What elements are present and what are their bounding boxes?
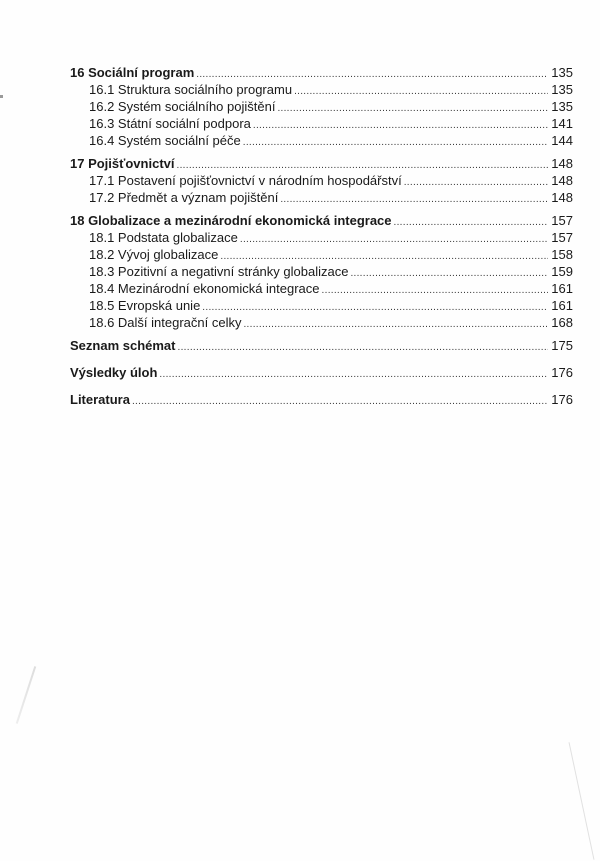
toc-leader-dots — [243, 316, 548, 333]
toc-section-16-2[interactable] — [70, 98, 573, 115]
toc-entry-title: 18.3 Pozitivní a negativní stránky globalizace — [89, 264, 349, 279]
scan-edge-line — [569, 742, 595, 860]
toc-leader-dots — [277, 100, 548, 117]
toc-section-18-5[interactable] — [70, 297, 573, 314]
toc-page-number: 148 — [551, 173, 573, 188]
toc-page-number: 175 — [551, 338, 573, 353]
toc-leader-dots — [280, 191, 548, 208]
toc-leader-dots — [253, 117, 548, 134]
toc-entry-title: 16.4 Systém sociální péče — [89, 133, 241, 148]
toc-page-number: 135 — [551, 82, 573, 97]
toc-leader-dots — [240, 231, 548, 248]
pencil-mark — [16, 666, 36, 724]
toc-section-16-3[interactable] — [70, 115, 573, 132]
toc-section-18-3[interactable] — [70, 263, 573, 280]
toc-literature[interactable] — [70, 391, 573, 408]
toc-leader-dots — [243, 134, 548, 151]
toc-leader-dots — [350, 265, 548, 282]
toc-page-number: 157 — [551, 230, 573, 245]
toc-section-16-1[interactable] — [70, 81, 573, 98]
toc-leader-dots — [202, 299, 548, 316]
toc-entry-title: 16.2 Systém sociálního pojištění — [89, 99, 276, 114]
toc-section-17-2[interactable] — [70, 189, 573, 206]
toc-section-18-2[interactable] — [70, 246, 573, 263]
toc-section-17-1[interactable] — [70, 172, 573, 189]
toc-entry-title: 16.1 Struktura sociálního programu — [89, 82, 293, 97]
toc-section-18-6[interactable] — [70, 314, 573, 331]
toc-entry-title: 18.5 Evropská unie — [89, 298, 201, 313]
toc-chapter-17[interactable] — [70, 155, 573, 172]
toc-page-number: 158 — [551, 247, 573, 262]
toc-entry-title: 18.4 Mezinárodní ekonomická integrace — [89, 281, 320, 296]
toc-leader-dots — [322, 282, 548, 299]
toc-entry-title: 17 Pojišťovnictví — [70, 156, 175, 171]
toc-entry-title: 16 Sociální program — [70, 65, 195, 80]
toc-entry-title: 17.2 Předmět a význam pojištění — [89, 190, 279, 205]
toc-entry-title: 16.3 Státní sociální podpora — [89, 116, 251, 131]
toc-exercise-results[interactable] — [70, 364, 573, 381]
toc-section-16-4[interactable] — [70, 132, 573, 149]
toc-page-number: 135 — [551, 65, 573, 80]
toc-page-number: 176 — [551, 365, 573, 380]
toc-leader-dots — [178, 339, 549, 356]
toc-entry-title: 18.2 Vývoj globalizace — [89, 247, 219, 262]
toc-leader-dots — [132, 393, 548, 410]
toc-page-number: 148 — [551, 156, 573, 171]
toc-leader-dots — [159, 366, 548, 383]
scan-speck — [0, 95, 3, 98]
toc-entry-title: Výsledky úloh — [70, 365, 158, 380]
toc-page-number: 176 — [551, 392, 573, 407]
toc-section-18-1[interactable] — [70, 229, 573, 246]
toc-leader-dots — [394, 214, 548, 231]
toc-page-number: 168 — [551, 315, 573, 330]
toc-page-number: 144 — [551, 133, 573, 148]
toc-leader-dots — [404, 174, 548, 191]
toc-entry-title: 18.1 Podstata globalizace — [89, 230, 238, 245]
toc-entry-title: 18 Globalizace a mezinárodní ekonomická integrace — [70, 213, 392, 228]
toc-page-number: 161 — [551, 281, 573, 296]
toc-leader-dots — [294, 83, 548, 100]
toc-entry-title: 18.6 Další integrační celky — [89, 315, 242, 330]
toc-entry-title: Literatura — [70, 392, 130, 407]
toc-list-of-schemes[interactable] — [70, 337, 573, 354]
toc-entry-title: 17.1 Postavení pojišťovnictví v národním hospodářství — [89, 173, 402, 188]
table-of-contents — [70, 64, 573, 408]
toc-chapter-16[interactable] — [70, 64, 573, 81]
toc-page-number: 161 — [551, 298, 573, 313]
toc-section-18-4[interactable] — [70, 280, 573, 297]
toc-page-number: 141 — [551, 116, 573, 131]
toc-entry-title: Seznam schémat — [70, 338, 176, 353]
toc-page-number: 135 — [551, 99, 573, 114]
toc-page-number: 148 — [551, 190, 573, 205]
toc-page-number: 159 — [551, 264, 573, 279]
toc-chapter-18[interactable] — [70, 212, 573, 229]
toc-page-number: 157 — [551, 213, 573, 228]
